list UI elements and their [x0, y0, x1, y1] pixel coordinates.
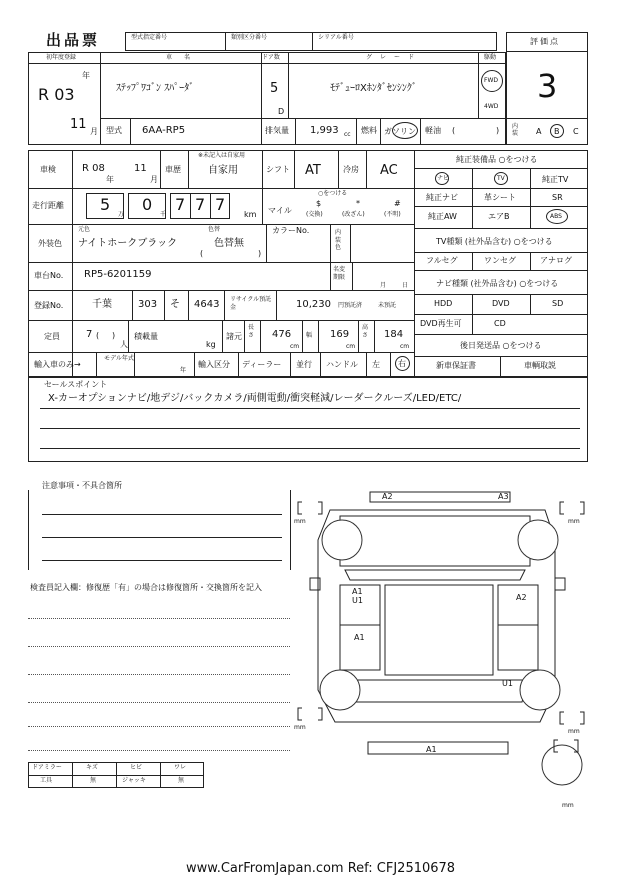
equip-genuine-tv: 純正TV	[542, 175, 569, 184]
import-opt-parallel: 並行	[296, 360, 312, 369]
plate-region: 千葉	[92, 299, 112, 310]
capacity-label: 定員	[44, 332, 60, 341]
inspector-label: 検査員記入欄：修復歴「有」の場合は修復箇所・交換箇所を記入	[30, 583, 262, 592]
equip-leather: 革シート	[484, 193, 516, 202]
length-value: 476	[272, 329, 292, 340]
grade-value: ﾓﾃﾞｭｰﾛXﾎﾝﾀﾞｾﾝｼﾝｸﾞ	[330, 83, 417, 94]
doors-suffix: D	[278, 107, 285, 116]
model-label: 型式	[106, 126, 122, 135]
equip-sr: SR	[552, 193, 563, 202]
legend-tools-value: 無	[90, 777, 97, 784]
tread-unit-fr: mm	[568, 518, 580, 525]
mileage-digit-1: 5	[100, 195, 111, 214]
fuel-label: 燃料	[361, 126, 377, 135]
ac-label: 冷房	[343, 165, 359, 174]
import-label: 輸入車のみ→	[34, 360, 81, 369]
mileage-opt-tamper: (改ざん)	[342, 211, 365, 218]
light-oil-label: 軽油	[425, 126, 441, 135]
drive-option-fwd: FWD	[484, 77, 499, 84]
car-name: ｽﾃｯﾌﾟﾜｺﾞﾝ ｽﾊﾟｰﾀﾞ	[116, 83, 195, 94]
damage-front-bumper: A2	[382, 492, 393, 501]
inspection-month: 11	[134, 163, 147, 174]
color-change-value: 色替無	[214, 238, 244, 249]
equip-airbag: エアB	[488, 212, 510, 221]
damage-rear-bumper: A1	[426, 745, 437, 754]
handle-left: 左	[372, 360, 380, 369]
capacity-value: 7	[86, 329, 93, 340]
import-opt-dealer: ディーラー	[242, 360, 282, 369]
legend-tools: 工具	[40, 777, 53, 784]
name-change-label: 名変期限	[333, 266, 346, 281]
handle-right: 右	[398, 359, 406, 368]
width-value: 169	[330, 329, 350, 340]
drive-option-4wd: 4WD	[484, 103, 499, 110]
score-label: 評価点	[530, 37, 560, 46]
equip-navi: ナビ	[437, 175, 450, 182]
first-reg-year-unit: 年	[82, 71, 90, 80]
doors-value: 5	[270, 81, 279, 96]
ac-value: AC	[380, 163, 398, 178]
plate-number: 4643	[194, 299, 220, 310]
inspection-year: R 08	[82, 163, 105, 174]
damage-left-front-a: A1	[352, 587, 363, 596]
model-value: 6AA-RP5	[142, 125, 186, 136]
interior-color-label: 内装色	[335, 229, 342, 251]
interior-grade-b: B	[554, 127, 560, 136]
displacement-label: 排気量	[265, 126, 289, 135]
navi-opt-dvd: DVD	[492, 299, 510, 308]
sales-label: セールスポイント	[44, 380, 108, 389]
score-value: 3	[537, 67, 558, 105]
interior-label: 内装	[512, 123, 519, 138]
category-label: 類別区分番号	[231, 34, 268, 41]
equip-abs: ABS	[550, 213, 562, 220]
mileage-digit-5: 7	[215, 195, 226, 214]
mileage-opt-unknown: (不明)	[384, 211, 401, 218]
usage-note: ※未記入は自家用	[198, 152, 246, 159]
load-label: 積載量	[134, 332, 158, 341]
tread-unit-rl: mm	[294, 724, 306, 731]
tv-header: TV種類 (社外品含む) ○をつける	[436, 237, 553, 246]
damage-left-rear: A1	[354, 633, 365, 642]
form-title: 出品票	[46, 31, 101, 49]
color-label: 外装色	[38, 239, 62, 248]
fuel-value: ガソリン	[384, 127, 416, 136]
plate-class: 303	[138, 299, 158, 310]
type-approval-label: 型式指定番号	[131, 34, 168, 41]
damage-front-right: A3	[498, 492, 509, 501]
import-type-label: 輸入区分	[198, 360, 230, 369]
recycle-value: 10,230	[296, 299, 331, 310]
color-value: ナイトホークブラック	[78, 238, 178, 249]
interior-grade-a: A	[536, 127, 542, 136]
interior-grade-c: C	[573, 127, 579, 136]
docs-manual: 車輌取説	[524, 361, 556, 370]
plate-label: 登録No.	[34, 301, 64, 310]
legend-h-scratch: キズ	[86, 764, 98, 771]
shift-value: AT	[305, 163, 321, 178]
damage-left-front-u: U1	[352, 596, 363, 605]
equip-genuine-navi: 純正ナビ	[426, 193, 458, 202]
navi-opt-cd: CD	[494, 319, 506, 328]
first-reg-month-unit: 月	[90, 127, 98, 136]
legend-jack-value: 無	[178, 777, 185, 784]
sales-text: X-カーオプションナビ/地デジ/バックカメラ/両側電動/衝突軽減/レーダークルーズ/LED/ETC/	[48, 393, 462, 404]
tread-unit-spare: mm	[562, 802, 574, 809]
equip-genuine-aw: 純正AW	[428, 212, 457, 221]
legend-jack: ジャッキ	[122, 777, 146, 784]
usage-label: 車歴	[165, 165, 181, 174]
mileage-opt-replace: (交換)	[306, 211, 323, 218]
first-reg-year: R 03	[38, 85, 75, 104]
mileage-label: 走行距離	[32, 201, 64, 210]
equip-tv: TV	[497, 175, 505, 182]
serial-label: シリアル番号	[318, 34, 354, 41]
first-reg-month: 11	[70, 117, 87, 132]
displacement-value: 1,993	[310, 125, 339, 136]
color-no-label: カラーNo.	[272, 226, 310, 235]
first-reg-label: 初年度登録	[46, 54, 77, 61]
navi-opt-dvd-play: DVD再生可	[420, 319, 462, 328]
navi-header: ナビ種類 (社外品含む) ○をつける	[436, 279, 559, 288]
inspection-label: 車検	[40, 165, 56, 174]
drive-label: 駆動	[484, 54, 497, 61]
docs-header: 後日発送品 ○をつける	[460, 341, 542, 350]
tread-unit-rr: mm	[568, 728, 580, 735]
recycle-label: リサイクル預託金	[230, 296, 272, 311]
genuine-header: 純正装備品 ○をつける	[456, 155, 538, 164]
grade-label: グレード	[366, 54, 423, 61]
navi-opt-sd: SD	[552, 299, 564, 308]
tv-opt-one: ワンセグ	[484, 256, 516, 265]
recycle-unpaid: 未預託	[378, 302, 397, 309]
tread-unit-fl: mm	[294, 518, 306, 525]
usage-value: 自家用	[208, 165, 238, 176]
docs-warranty: 新車保証書	[436, 361, 476, 370]
handle-label: ハンドル	[326, 360, 358, 369]
damage-right-rear: U1	[502, 679, 513, 688]
legend-h-crack: ヒビ	[130, 764, 143, 771]
damage-right-front: A2	[516, 593, 527, 602]
model-year-label: モデル年式	[104, 355, 134, 362]
tv-opt-full: フルセグ	[426, 256, 458, 265]
shift-label: シフト	[266, 165, 290, 174]
chassis-value: RP5-6201159	[84, 269, 152, 280]
plate-kana: そ	[170, 299, 180, 310]
footer-watermark: www.CarFromJapan.com Ref: CFJ2510678	[186, 861, 456, 876]
chassis-label: 車台No.	[34, 271, 64, 280]
dims-label: 諸元	[226, 332, 242, 341]
displacement-unit: cc	[344, 131, 351, 138]
car-name-label: 車名	[166, 54, 203, 61]
notes-label: 注意事項・不具合箇所	[42, 481, 122, 490]
legend-h-mirror: ドアミラー	[32, 764, 62, 771]
mileage-opt-mile: マイル	[268, 206, 292, 215]
doors-label: ドア数	[262, 54, 280, 61]
mileage-digit-4: 7	[195, 195, 206, 214]
navi-opt-hdd: HDD	[434, 299, 453, 308]
mileage-digit-3: 7	[175, 195, 186, 214]
legend-h-break: ワレ	[174, 764, 187, 771]
mileage-digit-2: 0	[142, 195, 153, 214]
tv-opt-analog: アナログ	[540, 256, 572, 265]
height-value: 184	[384, 329, 404, 340]
mileage-legend: ○をつける	[318, 190, 348, 197]
